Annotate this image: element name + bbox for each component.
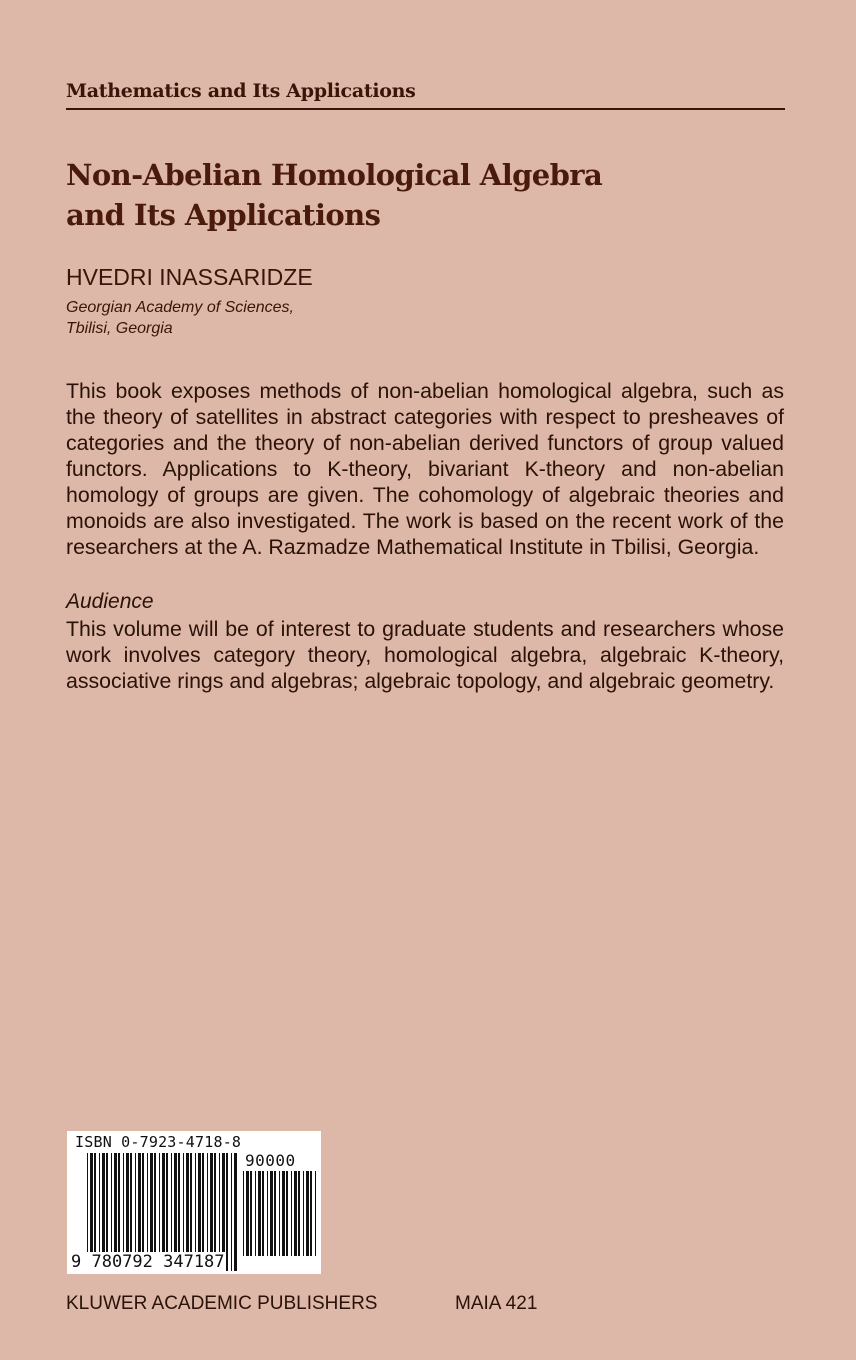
barcode-bar (294, 1171, 297, 1256)
barcode-bar (303, 1171, 304, 1256)
barcode-bar (262, 1171, 264, 1256)
affiliation-line-2: Tbilisi, Georgia (66, 320, 173, 337)
barcode-bar (306, 1171, 309, 1256)
book-title-line-1: Non-Abelian Homological Algebra (66, 158, 603, 192)
audience-text: This volume will be of interest to graduate students and researchers whose work involves category theory, homological algebra, algebraic K-theory, associative rings and algebras; algebraic topology, and algebraic geometry. (66, 617, 784, 693)
book-title (66, 155, 602, 235)
barcode-bar (310, 1171, 312, 1256)
barcode-bar (246, 1171, 249, 1256)
barcode-bar (234, 1153, 237, 1271)
barcode-bar (298, 1171, 300, 1256)
audience-heading: Audience (66, 590, 154, 613)
barcode-bar (291, 1171, 292, 1256)
ean-digits: 9 780792 347187 (71, 1252, 225, 1272)
barcode-bar (267, 1171, 268, 1256)
barcode-bar (282, 1171, 285, 1256)
barcode-bar (270, 1171, 273, 1256)
barcode-bar (258, 1171, 261, 1256)
series-code: MAIA 421 (455, 1293, 538, 1314)
barcode-bar (255, 1171, 256, 1256)
publisher-name: KLUWER ACADEMIC PUBLISHERS (66, 1293, 378, 1314)
barcode-bar (315, 1171, 316, 1256)
book-title-line-2: and Its Applications (66, 198, 381, 232)
barcode-bar (243, 1171, 244, 1256)
barcode-bar (286, 1171, 288, 1256)
series-title: Mathematics and Its Applications (66, 80, 416, 102)
author-affiliation (66, 297, 294, 339)
barcode-bar (231, 1153, 232, 1271)
isbn-text: ISBN 0-7923-4718-8 (75, 1133, 242, 1151)
affiliation-line-1: Georgian Academy of Sciences, (66, 299, 294, 316)
header-rule (66, 108, 785, 110)
author-name: HVEDRI INASSARIDZE (66, 264, 313, 290)
book-description: This book exposes methods of non-abelian homological algebra, such as the theory of satellites in abstract categories with respect to presheaves of categories and the theory of non-abelian derived functors of group valued functors. Applications to K-theory, bivariant K-theory and non-abelian homology of groups are given. The cohomology of algebraic theories and monoids are also investigated. The work is based on the recent work of the researchers at the A. Razmadze Mathematical Institute in Tbilisi, Georgia. (66, 379, 784, 559)
barcode-bar (274, 1171, 276, 1256)
barcode-bar (279, 1171, 280, 1256)
price-code: 90000 (245, 1151, 296, 1170)
barcode-block (67, 1131, 321, 1274)
barcode-bar (226, 1153, 228, 1271)
barcode-bar (250, 1171, 252, 1256)
